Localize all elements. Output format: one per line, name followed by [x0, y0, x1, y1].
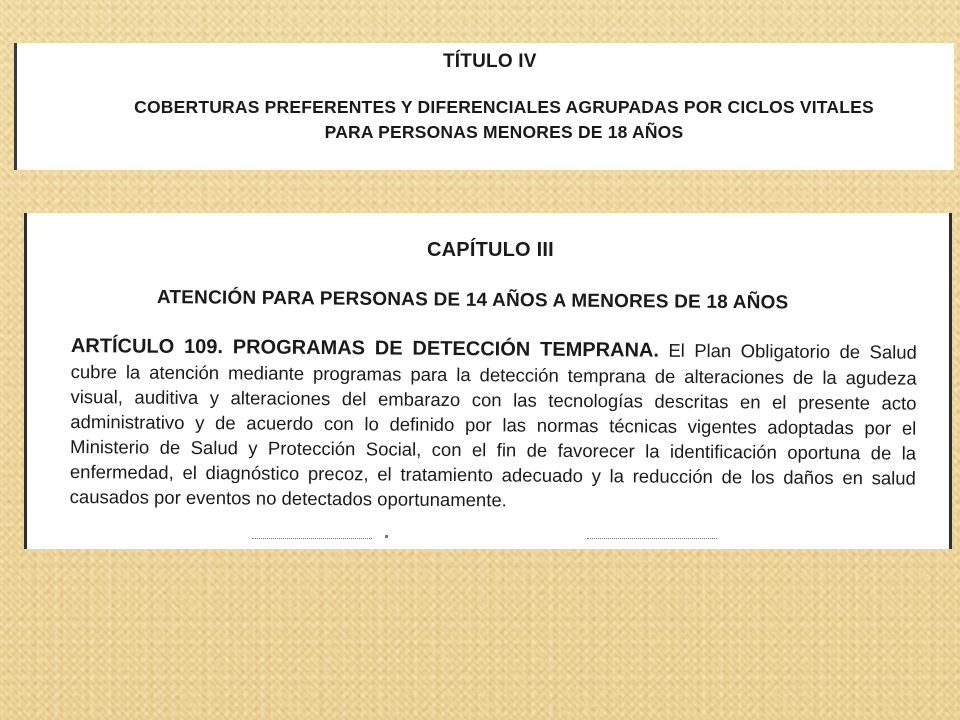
capitulo-title: ATENCIÓN PARA PERSONAS DE 14 AÑOS A MENORES DE 18 AÑOS [156, 287, 789, 314]
article-109 [70, 333, 917, 516]
titulo-subtitle: COBERTURAS PREFERENTES Y DIFERENCIALES AGRUPADAS POR CICLOS VITALES PARA PERSONAS MENORES DE 18 AÑOS [134, 97, 874, 142]
scan-artifact-right [587, 538, 717, 539]
capitulo-heading: CAPÍTULO III [427, 239, 554, 261]
scan-artifact-left [252, 538, 372, 539]
article-heading: ARTÍCULO 109. PROGRAMAS DE DETECCIÓN TEMPRANA. [70, 334, 660, 362]
scan-artifact-dot [385, 535, 388, 538]
titulo-heading: TÍTULO IV [443, 51, 537, 72]
chapter-scan-panel [24, 213, 952, 549]
title-scan-panel [14, 43, 954, 170]
article-body: El Plan Obligatorio de Salud cubre la atención mediante programas para la detección temprana de alteraciones de la agudeza visual, auditiva y alteraciones del embarazo con las tecnologías descritas en el presente acto administrativo y de acuerdo con lo definido por las normas técnicas vigentes adoptadas por el Ministerio de Salud y Protección Social, con el fin de favorecer la identificación oportuna de la enfermedad, el diagnóstico precoz, el tratamiento adecuado y la reducción de los daños en salud causados por eventos no detectados oportunamente. [69, 339, 917, 511]
